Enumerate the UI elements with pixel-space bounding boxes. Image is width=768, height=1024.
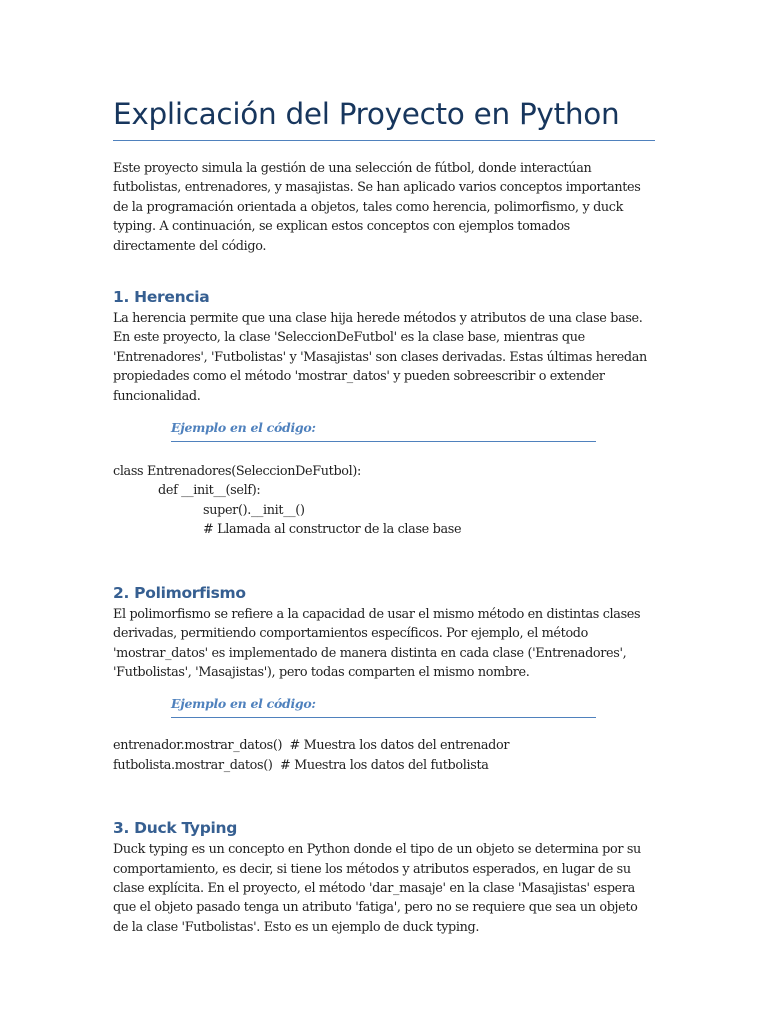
document-page bbox=[113, 92, 655, 937]
section-polimorfismo bbox=[113, 582, 655, 775]
code-line: entrenador.mostrar_datos() # Muestra los datos del entrenador bbox=[113, 738, 510, 754]
intro-paragraph: Este proyecto simula la gestión de una selección de fútbol, donde interactúan futbolistas, entrenadores, y masajistas. Se han aplicado varios conceptos importantes de la programación orientada a objetos, tales como herencia, polimorfismo, y duck typing. A continuación, se explican estos conceptos con ejemplos tomados directamente del código. bbox=[113, 161, 641, 254]
example-heading-rule bbox=[171, 419, 596, 442]
code-line: super().__init__() bbox=[203, 502, 305, 518]
example-label: Ejemplo en el código: bbox=[171, 420, 316, 436]
example-heading-rule bbox=[171, 695, 596, 718]
code-line: # Llamada al constructor de la clase base bbox=[203, 522, 462, 538]
section-body: La herencia permite que una clase hija herede métodos y atributos de una clase base. En este proyecto, la clase 'SeleccionDeFutbol' es la clase base, mientras que 'Entrenadores', 'Futbolistas' y 'Masajistas' son clases derivadas. Estas últimas heredan propiedades como el método 'mostrar_datos' y pueden sobreescribir o extender funcionalidad. bbox=[113, 311, 647, 404]
section-duck-typing bbox=[113, 817, 655, 937]
code-example bbox=[113, 736, 655, 775]
code-line: class Entrenadores(SeleccionDeFutbol): bbox=[113, 464, 361, 480]
code-line: def __init__(self): bbox=[158, 483, 261, 499]
code-line: futbolista.mostrar_datos() # Muestra los datos del futbolista bbox=[113, 757, 489, 773]
section-heading: 3. Duck Typing bbox=[113, 819, 238, 838]
example-label: Ejemplo en el código: bbox=[171, 696, 316, 712]
section-body: El polimorfismo se refiere a la capacidad de usar el mismo método en distintas clases derivadas, permitiendo comportamientos específicos. Por ejemplo, el método 'mostrar_datos' es implementado de manera distinta en cada clase ('Entrenadores', 'Futbolistas', 'Masajistas'), pero todas comparten el mismo nombre. bbox=[113, 606, 641, 680]
section-heading: 1. Herencia bbox=[113, 288, 210, 307]
section-body: Duck typing es un concepto en Python donde el tipo de un objeto se determina por su comportamiento, es decir, si tiene los métodos y atributos esperados, en lugar de su clase explícita. En el proyecto, el método 'dar_masaje' en la clase 'Masajistas' espera que el objeto pasado tenga un atributo 'fatiga', pero no se requiere que sea un objeto de la clase 'Futbolistas'. Esto es un ejemplo de duck typing. bbox=[113, 842, 641, 935]
code-example bbox=[113, 462, 655, 540]
section-herencia bbox=[113, 286, 655, 540]
document-title: Explicación del Proyecto en Python bbox=[113, 92, 655, 141]
section-heading: 2. Polimorfismo bbox=[113, 583, 246, 602]
